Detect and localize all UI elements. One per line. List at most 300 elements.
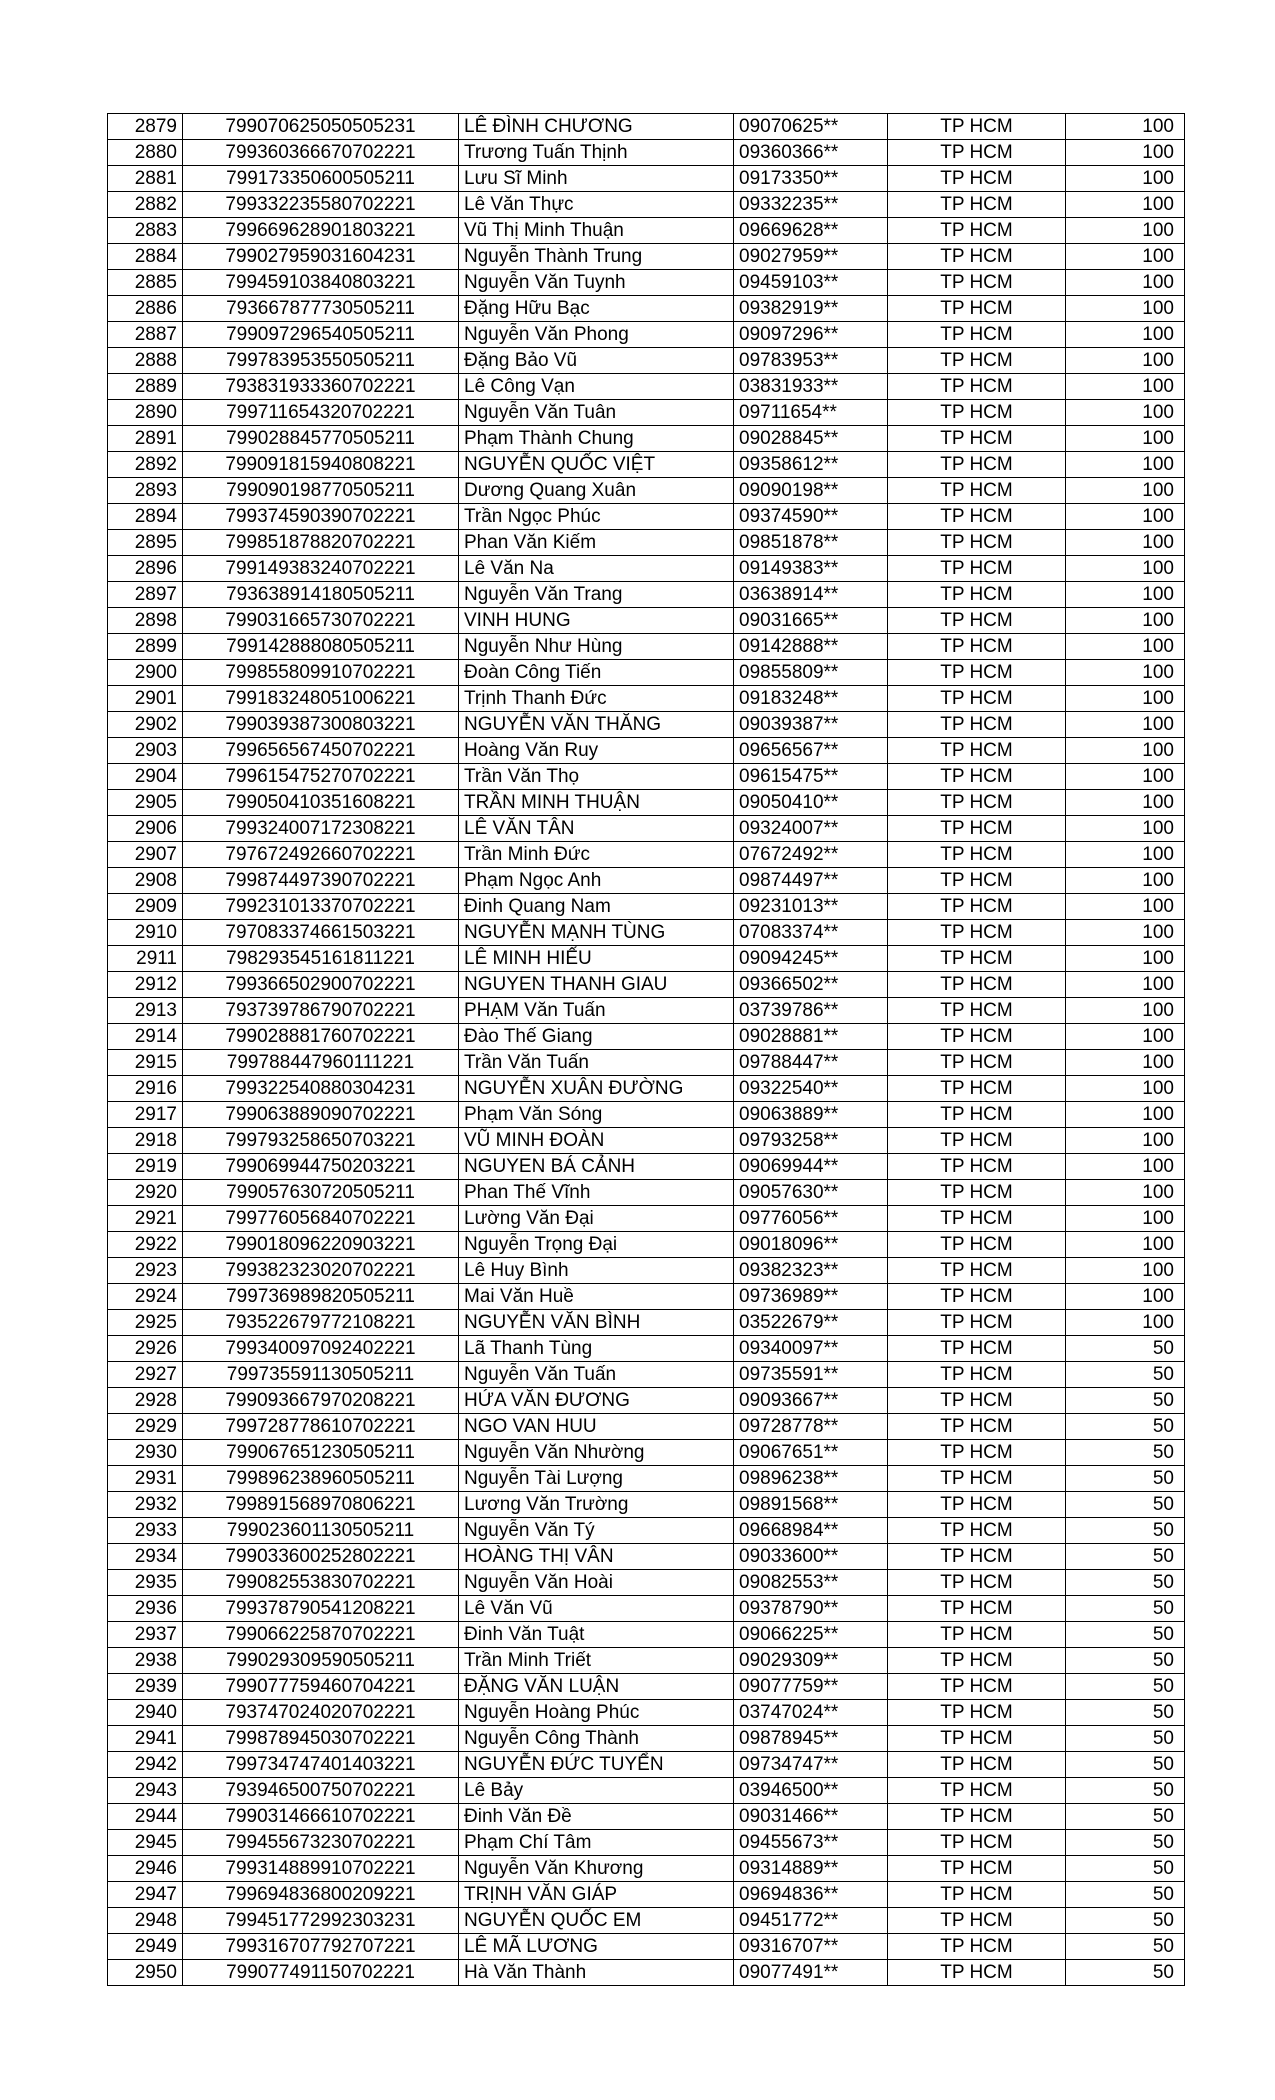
province-cell: TP HCM <box>888 1934 1066 1960</box>
table-row <box>108 920 1185 946</box>
points-cell: 100 <box>1066 1128 1185 1154</box>
table-row <box>108 712 1185 738</box>
name-cell: Nguyễn Văn Tuynh <box>459 270 734 296</box>
phone-cell: 09793258** <box>734 1128 888 1154</box>
phone-cell: 03638914** <box>734 582 888 608</box>
table-row <box>108 1206 1185 1232</box>
phone-cell: 09097296** <box>734 322 888 348</box>
name-cell: Trương Tuấn Thịnh <box>459 140 734 166</box>
code-cell: 799874497390702221 <box>183 868 459 894</box>
table-row <box>108 1492 1185 1518</box>
province-cell: TP HCM <box>888 400 1066 426</box>
province-cell: TP HCM <box>888 894 1066 920</box>
code-cell: 799711654320702221 <box>183 400 459 426</box>
name-cell: Nguyễn Văn Phong <box>459 322 734 348</box>
table-row <box>108 556 1185 582</box>
name-cell: Nguyễn Hoàng Phúc <box>459 1700 734 1726</box>
name-cell: Nguyễn Văn Tuấn <box>459 1362 734 1388</box>
code-cell: 793667877730505211 <box>183 296 459 322</box>
table-row <box>108 400 1185 426</box>
table-row <box>108 1830 1185 1856</box>
row-number-cell: 2895 <box>108 530 183 556</box>
points-cell: 100 <box>1066 634 1185 660</box>
province-cell: TP HCM <box>888 1544 1066 1570</box>
table-row <box>108 218 1185 244</box>
table-row <box>108 1310 1185 1336</box>
province-cell: TP HCM <box>888 140 1066 166</box>
code-cell: 799776056840702221 <box>183 1206 459 1232</box>
table-row <box>108 1076 1185 1102</box>
row-number-cell: 2932 <box>108 1492 183 1518</box>
row-number-cell: 2896 <box>108 556 183 582</box>
province-cell: TP HCM <box>888 608 1066 634</box>
code-cell: 799018096220903221 <box>183 1232 459 1258</box>
province-cell: TP HCM <box>888 1284 1066 1310</box>
phone-cell: 09451772** <box>734 1908 888 1934</box>
name-cell: PHẠM Văn Tuấn <box>459 998 734 1024</box>
row-number-cell: 2938 <box>108 1648 183 1674</box>
phone-cell: 09734747** <box>734 1752 888 1778</box>
province-cell: TP HCM <box>888 634 1066 660</box>
points-cell: 50 <box>1066 1336 1185 1362</box>
name-cell: Đặng Hữu Bạc <box>459 296 734 322</box>
code-cell: 793739786790702221 <box>183 998 459 1024</box>
name-cell: NGUYỄN MẠNH TÙNG <box>459 920 734 946</box>
province-cell: TP HCM <box>888 582 1066 608</box>
points-cell: 100 <box>1066 868 1185 894</box>
name-cell: Lê Bảy <box>459 1778 734 1804</box>
row-number-cell: 2907 <box>108 842 183 868</box>
row-number-cell: 2881 <box>108 166 183 192</box>
row-number-cell: 2892 <box>108 452 183 478</box>
name-cell: Đinh Văn Đề <box>459 1804 734 1830</box>
phone-cell: 09082553** <box>734 1570 888 1596</box>
name-cell: NGUYEN BÁ CẢNH <box>459 1154 734 1180</box>
name-cell: Lê Văn Thực <box>459 192 734 218</box>
province-cell: TP HCM <box>888 998 1066 1024</box>
table-row <box>108 1752 1185 1778</box>
phone-cell: 09358612** <box>734 452 888 478</box>
name-cell: Trịnh Thanh Đức <box>459 686 734 712</box>
points-cell: 100 <box>1066 140 1185 166</box>
points-cell: 50 <box>1066 1544 1185 1570</box>
phone-cell: 09668984** <box>734 1518 888 1544</box>
code-cell: 799183248051006221 <box>183 686 459 712</box>
row-number-cell: 2933 <box>108 1518 183 1544</box>
row-number-cell: 2917 <box>108 1102 183 1128</box>
province-cell: TP HCM <box>888 1336 1066 1362</box>
name-cell: Đoàn Công Tiến <box>459 660 734 686</box>
name-cell: NGUYỄN QUỐC VIỆT <box>459 452 734 478</box>
phone-cell: 09656567** <box>734 738 888 764</box>
province-cell: TP HCM <box>888 1180 1066 1206</box>
table-row <box>108 790 1185 816</box>
row-number-cell: 2926 <box>108 1336 183 1362</box>
phone-cell: 09093667** <box>734 1388 888 1414</box>
table-row <box>108 686 1185 712</box>
points-cell: 100 <box>1066 374 1185 400</box>
province-cell: TP HCM <box>888 1492 1066 1518</box>
points-cell: 50 <box>1066 1570 1185 1596</box>
row-number-cell: 2900 <box>108 660 183 686</box>
code-cell: 797083374661503221 <box>183 920 459 946</box>
code-cell: 799459103840803221 <box>183 270 459 296</box>
code-cell: 799378790541208221 <box>183 1596 459 1622</box>
row-number-cell: 2924 <box>108 1284 183 1310</box>
table-row <box>108 1700 1185 1726</box>
row-number-cell: 2942 <box>108 1752 183 1778</box>
table-row <box>108 374 1185 400</box>
name-cell: Lê Văn Na <box>459 556 734 582</box>
phone-cell: 09033600** <box>734 1544 888 1570</box>
points-cell: 100 <box>1066 1310 1185 1336</box>
row-number-cell: 2908 <box>108 868 183 894</box>
name-cell: NGUYỄN ĐỨC TUYỂN <box>459 1752 734 1778</box>
name-cell: HOÀNG THỊ VÂN <box>459 1544 734 1570</box>
row-number-cell: 2935 <box>108 1570 183 1596</box>
code-cell: 793522679772108221 <box>183 1310 459 1336</box>
points-cell: 100 <box>1066 1258 1185 1284</box>
row-number-cell: 2925 <box>108 1310 183 1336</box>
name-cell: LÊ MINH HIẾU <box>459 946 734 972</box>
phone-cell: 09378790** <box>734 1596 888 1622</box>
points-cell: 50 <box>1066 1934 1185 1960</box>
row-number-cell: 2899 <box>108 634 183 660</box>
code-cell: 799316707792707221 <box>183 1934 459 1960</box>
row-number-cell: 2922 <box>108 1232 183 1258</box>
code-cell: 799332235580702221 <box>183 192 459 218</box>
name-cell: Dương Quang Xuân <box>459 478 734 504</box>
table-row <box>108 1232 1185 1258</box>
points-cell: 100 <box>1066 452 1185 478</box>
name-cell: LÊ ĐÌNH CHƯƠNG <box>459 114 734 140</box>
name-cell: Đào Thế Giang <box>459 1024 734 1050</box>
code-cell: 799656567450702221 <box>183 738 459 764</box>
province-cell: TP HCM <box>888 868 1066 894</box>
table-row <box>108 1362 1185 1388</box>
phone-cell: 09027959** <box>734 244 888 270</box>
points-cell: 100 <box>1066 790 1185 816</box>
row-number-cell: 2913 <box>108 998 183 1024</box>
code-cell: 799173350600505211 <box>183 166 459 192</box>
code-cell: 799097296540505211 <box>183 322 459 348</box>
phone-cell: 09874497** <box>734 868 888 894</box>
phone-cell: 09324007** <box>734 816 888 842</box>
table-row <box>108 426 1185 452</box>
points-cell: 50 <box>1066 1830 1185 1856</box>
code-cell: 799736989820505211 <box>183 1284 459 1310</box>
points-cell: 100 <box>1066 686 1185 712</box>
province-cell: TP HCM <box>888 1362 1066 1388</box>
row-number-cell: 2946 <box>108 1856 183 1882</box>
points-cell: 50 <box>1066 1466 1185 1492</box>
phone-cell: 09057630** <box>734 1180 888 1206</box>
phone-cell: 09067651** <box>734 1440 888 1466</box>
code-cell: 799728778610702221 <box>183 1414 459 1440</box>
points-cell: 100 <box>1066 842 1185 868</box>
name-cell: Nguyễn Trọng Đại <box>459 1232 734 1258</box>
name-cell: Lương Văn Trường <box>459 1492 734 1518</box>
points-cell: 100 <box>1066 972 1185 998</box>
code-cell: 799615475270702221 <box>183 764 459 790</box>
points-cell: 100 <box>1066 270 1185 296</box>
name-cell: NGUYEN THANH GIAU <box>459 972 734 998</box>
province-cell: TP HCM <box>888 426 1066 452</box>
code-cell: 799694836800209221 <box>183 1882 459 1908</box>
points-cell: 50 <box>1066 1362 1185 1388</box>
province-cell: TP HCM <box>888 348 1066 374</box>
code-cell: 799783953550505211 <box>183 348 459 374</box>
points-cell: 50 <box>1066 1908 1185 1934</box>
table-row <box>108 1050 1185 1076</box>
row-number-cell: 2943 <box>108 1778 183 1804</box>
table-row <box>108 1284 1185 1310</box>
phone-cell: 09735591** <box>734 1362 888 1388</box>
province-cell: TP HCM <box>888 192 1066 218</box>
province-cell: TP HCM <box>888 1232 1066 1258</box>
points-cell: 100 <box>1066 504 1185 530</box>
name-cell: Phạm Văn Sóng <box>459 1102 734 1128</box>
code-cell: 799023601130505211 <box>183 1518 459 1544</box>
phone-cell: 09031665** <box>734 608 888 634</box>
points-cell: 100 <box>1066 1076 1185 1102</box>
phone-cell: 09028881** <box>734 1024 888 1050</box>
code-cell: 799455673230702221 <box>183 1830 459 1856</box>
code-cell: 799851878820702221 <box>183 530 459 556</box>
phone-cell: 09018096** <box>734 1232 888 1258</box>
phone-cell: 09028845** <box>734 426 888 452</box>
name-cell: Lê Công Vạn <box>459 374 734 400</box>
points-cell: 50 <box>1066 1960 1185 1986</box>
phone-cell: 09173350** <box>734 166 888 192</box>
row-number-cell: 2894 <box>108 504 183 530</box>
row-number-cell: 2906 <box>108 816 183 842</box>
code-cell: 799878945030702221 <box>183 1726 459 1752</box>
name-cell: Nguyễn Văn Nhường <box>459 1440 734 1466</box>
phone-cell: 09070625** <box>734 114 888 140</box>
code-cell: 799891568970806221 <box>183 1492 459 1518</box>
points-cell: 50 <box>1066 1752 1185 1778</box>
province-cell: TP HCM <box>888 1700 1066 1726</box>
code-cell: 799149383240702221 <box>183 556 459 582</box>
province-cell: TP HCM <box>888 1778 1066 1804</box>
name-cell: NGUYỄN VĂN THĂNG <box>459 712 734 738</box>
table-row <box>108 1544 1185 1570</box>
phone-cell: 07083374** <box>734 920 888 946</box>
row-number-cell: 2914 <box>108 1024 183 1050</box>
row-number-cell: 2910 <box>108 920 183 946</box>
province-cell: TP HCM <box>888 1960 1066 1986</box>
name-cell: Hà Văn Thành <box>459 1960 734 1986</box>
phone-cell: 09183248** <box>734 686 888 712</box>
table-row <box>108 634 1185 660</box>
province-cell: TP HCM <box>888 166 1066 192</box>
code-cell: 793831933360702221 <box>183 374 459 400</box>
points-cell: 50 <box>1066 1778 1185 1804</box>
table-row <box>108 348 1185 374</box>
code-cell: 799039387300803221 <box>183 712 459 738</box>
phone-cell: 07672492** <box>734 842 888 868</box>
points-cell: 50 <box>1066 1440 1185 1466</box>
row-number-cell: 2883 <box>108 218 183 244</box>
code-cell: 798293545161811221 <box>183 946 459 972</box>
table-row <box>108 478 1185 504</box>
row-number-cell: 2918 <box>108 1128 183 1154</box>
table-row <box>108 244 1185 270</box>
points-cell: 100 <box>1066 218 1185 244</box>
winners-table <box>107 113 1185 1986</box>
phone-cell: 09851878** <box>734 530 888 556</box>
table-row <box>108 1518 1185 1544</box>
table-row <box>108 660 1185 686</box>
phone-cell: 09039387** <box>734 712 888 738</box>
code-cell: 799077759460704221 <box>183 1674 459 1700</box>
points-cell: 100 <box>1066 296 1185 322</box>
name-cell: VINH HUNG <box>459 608 734 634</box>
phone-cell: 09896238** <box>734 1466 888 1492</box>
code-cell: 799322540880304231 <box>183 1076 459 1102</box>
province-cell: TP HCM <box>888 504 1066 530</box>
name-cell: TRỊNH VĂN GIÁP <box>459 1882 734 1908</box>
province-cell: TP HCM <box>888 1908 1066 1934</box>
code-cell: 799314889910702221 <box>183 1856 459 1882</box>
row-number-cell: 2930 <box>108 1440 183 1466</box>
table-row <box>108 816 1185 842</box>
code-cell: 799231013370702221 <box>183 894 459 920</box>
phone-cell: 09728778** <box>734 1414 888 1440</box>
row-number-cell: 2912 <box>108 972 183 998</box>
phone-cell: 09031466** <box>734 1804 888 1830</box>
code-cell: 799057630720505211 <box>183 1180 459 1206</box>
phone-cell: 09878945** <box>734 1726 888 1752</box>
table-row <box>108 1648 1185 1674</box>
code-cell: 799091815940808221 <box>183 452 459 478</box>
phone-cell: 09366502** <box>734 972 888 998</box>
row-number-cell: 2944 <box>108 1804 183 1830</box>
points-cell: 50 <box>1066 1882 1185 1908</box>
phone-cell: 09374590** <box>734 504 888 530</box>
points-cell: 50 <box>1066 1388 1185 1414</box>
name-cell: NGUYỄN QUỐC EM <box>459 1908 734 1934</box>
name-cell: LÊ VĂN TÂN <box>459 816 734 842</box>
phone-cell: 09736989** <box>734 1284 888 1310</box>
code-cell: 799788447960111221 <box>183 1050 459 1076</box>
code-cell: 799669628901803221 <box>183 218 459 244</box>
province-cell: TP HCM <box>888 296 1066 322</box>
table-row <box>108 946 1185 972</box>
province-cell: TP HCM <box>888 1726 1066 1752</box>
table-row <box>108 1388 1185 1414</box>
table-row <box>108 1570 1185 1596</box>
points-cell: 50 <box>1066 1492 1185 1518</box>
row-number-cell: 2897 <box>108 582 183 608</box>
province-cell: TP HCM <box>888 1830 1066 1856</box>
points-cell: 100 <box>1066 738 1185 764</box>
table-row <box>108 738 1185 764</box>
province-cell: TP HCM <box>888 816 1066 842</box>
table-body <box>108 114 1185 1986</box>
points-cell: 100 <box>1066 114 1185 140</box>
province-cell: TP HCM <box>888 1648 1066 1674</box>
province-cell: TP HCM <box>888 972 1066 998</box>
province-cell: TP HCM <box>888 1518 1066 1544</box>
points-cell: 100 <box>1066 764 1185 790</box>
province-cell: TP HCM <box>888 1570 1066 1596</box>
name-cell: Nguyễn Như Hùng <box>459 634 734 660</box>
province-cell: TP HCM <box>888 1856 1066 1882</box>
row-number-cell: 2901 <box>108 686 183 712</box>
table-row <box>108 1804 1185 1830</box>
phone-cell: 09077491** <box>734 1960 888 1986</box>
row-number-cell: 2909 <box>108 894 183 920</box>
table-row <box>108 972 1185 998</box>
table-row <box>108 868 1185 894</box>
province-cell: TP HCM <box>888 270 1066 296</box>
row-number-cell: 2882 <box>108 192 183 218</box>
table-row <box>108 894 1185 920</box>
row-number-cell: 2947 <box>108 1882 183 1908</box>
phone-cell: 03747024** <box>734 1700 888 1726</box>
code-cell: 799324007172308221 <box>183 816 459 842</box>
row-number-cell: 2945 <box>108 1830 183 1856</box>
name-cell: Lê Huy Bình <box>459 1258 734 1284</box>
points-cell: 50 <box>1066 1648 1185 1674</box>
province-cell: TP HCM <box>888 1882 1066 1908</box>
province-cell: TP HCM <box>888 1102 1066 1128</box>
row-number-cell: 2891 <box>108 426 183 452</box>
code-cell: 799366502900702221 <box>183 972 459 998</box>
phone-cell: 09094245** <box>734 946 888 972</box>
row-number-cell: 2880 <box>108 140 183 166</box>
points-cell: 100 <box>1066 1284 1185 1310</box>
code-cell: 799735591130505211 <box>183 1362 459 1388</box>
phone-cell: 03831933** <box>734 374 888 400</box>
phone-cell: 09382919** <box>734 296 888 322</box>
name-cell: VŨ MINH ĐOÀN <box>459 1128 734 1154</box>
province-cell: TP HCM <box>888 1440 1066 1466</box>
province-cell: TP HCM <box>888 1310 1066 1336</box>
row-number-cell: 2885 <box>108 270 183 296</box>
phone-cell: 09694836** <box>734 1882 888 1908</box>
points-cell: 100 <box>1066 426 1185 452</box>
name-cell: Lường Văn Đại <box>459 1206 734 1232</box>
points-cell: 100 <box>1066 660 1185 686</box>
phone-cell: 09077759** <box>734 1674 888 1700</box>
table-row <box>108 1440 1185 1466</box>
table-row <box>108 608 1185 634</box>
name-cell: LÊ MÃ LƯƠNG <box>459 1934 734 1960</box>
row-number-cell: 2931 <box>108 1466 183 1492</box>
table-row <box>108 166 1185 192</box>
name-cell: Lã Thanh Tùng <box>459 1336 734 1362</box>
province-cell: TP HCM <box>888 1804 1066 1830</box>
points-cell: 50 <box>1066 1518 1185 1544</box>
points-cell: 100 <box>1066 894 1185 920</box>
points-cell: 100 <box>1066 998 1185 1024</box>
code-cell: 799063889090702221 <box>183 1102 459 1128</box>
province-cell: TP HCM <box>888 1128 1066 1154</box>
phone-cell: 03946500** <box>734 1778 888 1804</box>
name-cell: NGUYỄN VĂN BÌNH <box>459 1310 734 1336</box>
phone-cell: 09459103** <box>734 270 888 296</box>
code-cell: 793747024020702221 <box>183 1700 459 1726</box>
row-number-cell: 2905 <box>108 790 183 816</box>
name-cell: Trần Minh Triết <box>459 1648 734 1674</box>
phone-cell: 09340097** <box>734 1336 888 1362</box>
code-cell: 799031665730702221 <box>183 608 459 634</box>
phone-cell: 09776056** <box>734 1206 888 1232</box>
points-cell: 50 <box>1066 1856 1185 1882</box>
